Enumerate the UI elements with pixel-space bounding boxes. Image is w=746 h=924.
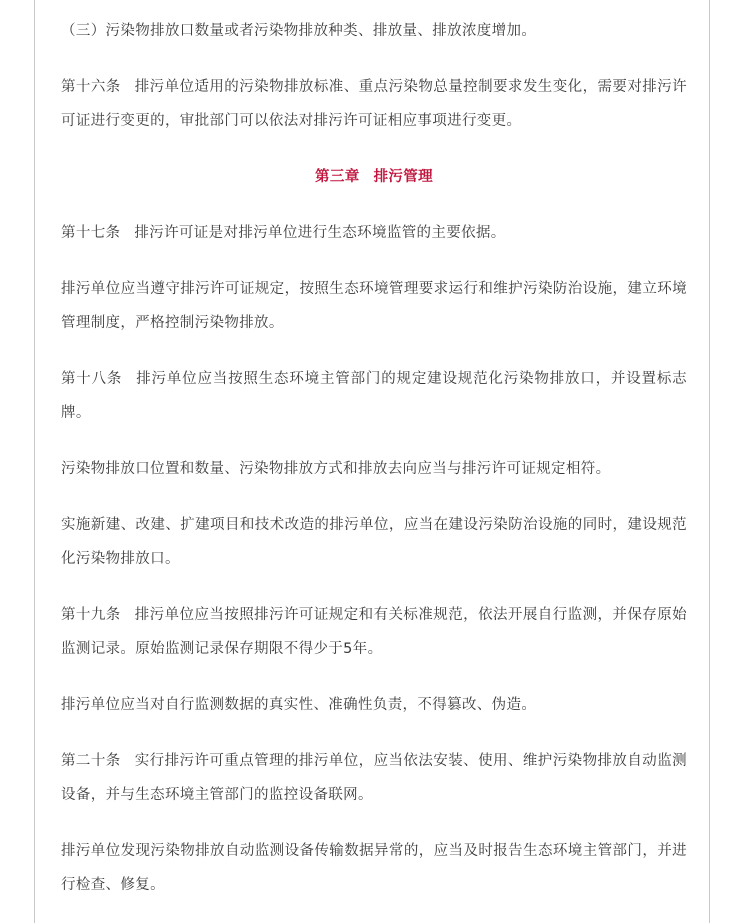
article-17 [61,216,687,250]
article-text: 实行排污许可重点管理的排污单位，应当依法安装、使用、维护污染物排放自动监测设备，并与生态环境主管部门的监控设备联网。 [61,753,687,803]
article-number: 第十九条 [61,607,121,623]
document-content [61,14,687,924]
article-16 [61,70,687,138]
paragraph-text: （三）污染物排放口数量或者污染物排放种类、排放量、排放浓度增加。 [61,23,537,39]
article-17-paragraph-2 [61,272,687,340]
paragraph-item-3 [61,14,687,48]
article-19 [61,598,687,666]
article-text: 排污许可证是对排污单位进行生态环境监管的主要依据。 [134,225,506,241]
chapter-title: 排污管理 [373,169,433,185]
paragraph-text: 排污单位发现污染物排放自动监测设备传输数据异常的，应当及时报告生态环境主管部门，并进行检查、修复。 [61,843,687,893]
article-number: 第十七条 [61,225,121,241]
article-18-paragraph-3 [61,508,687,576]
article-text: 排污单位应当按照生态环境主管部门的规定建设规范化污染物排放口，并设置标志牌。 [61,371,687,421]
paragraph-text: 排污单位应当遵守排污许可证规定，按照生态环境管理要求运行和维护污染防治设施，建立环境管理制度，严格控制污染物排放。 [61,281,687,331]
article-text: 排污单位应当按照排污许可证规定和有关标准规范，依法开展自行监测，并保存原始监测记录。原始监测记录保存期限不得少于5年。 [61,607,687,657]
paragraph-text: 污染物排放口位置和数量、污染物排放方式和排放去向应当与排污许可证规定相符。 [61,461,611,477]
paragraph-text: 排污单位应当对自行监测数据的真实性、准确性负责，不得篡改、伪造。 [61,697,537,713]
article-19-paragraph-2 [61,688,687,722]
article-18-paragraph-2 [61,452,687,486]
chapter-heading [61,160,687,194]
article-20-paragraph-2 [61,834,687,902]
article-20 [61,744,687,812]
article-number: 第二十条 [61,753,121,769]
article-text: 排污单位适用的污染物排放标准、重点污染物总量控制要求发生变化，需要对排污许可证进行变更的，审批部门可以依法对排污许可证相应事项进行变更。 [61,79,687,129]
article-number: 第十八条 [61,371,123,387]
document-page [34,0,710,923]
article-18 [61,362,687,430]
paragraph-text: 实施新建、改建、扩建项目和技术改造的排污单位，应当在建设污染防治设施的同时，建设规范化污染物排放口。 [61,517,687,567]
article-number: 第十六条 [61,79,121,95]
chapter-number: 第三章 [315,169,360,185]
